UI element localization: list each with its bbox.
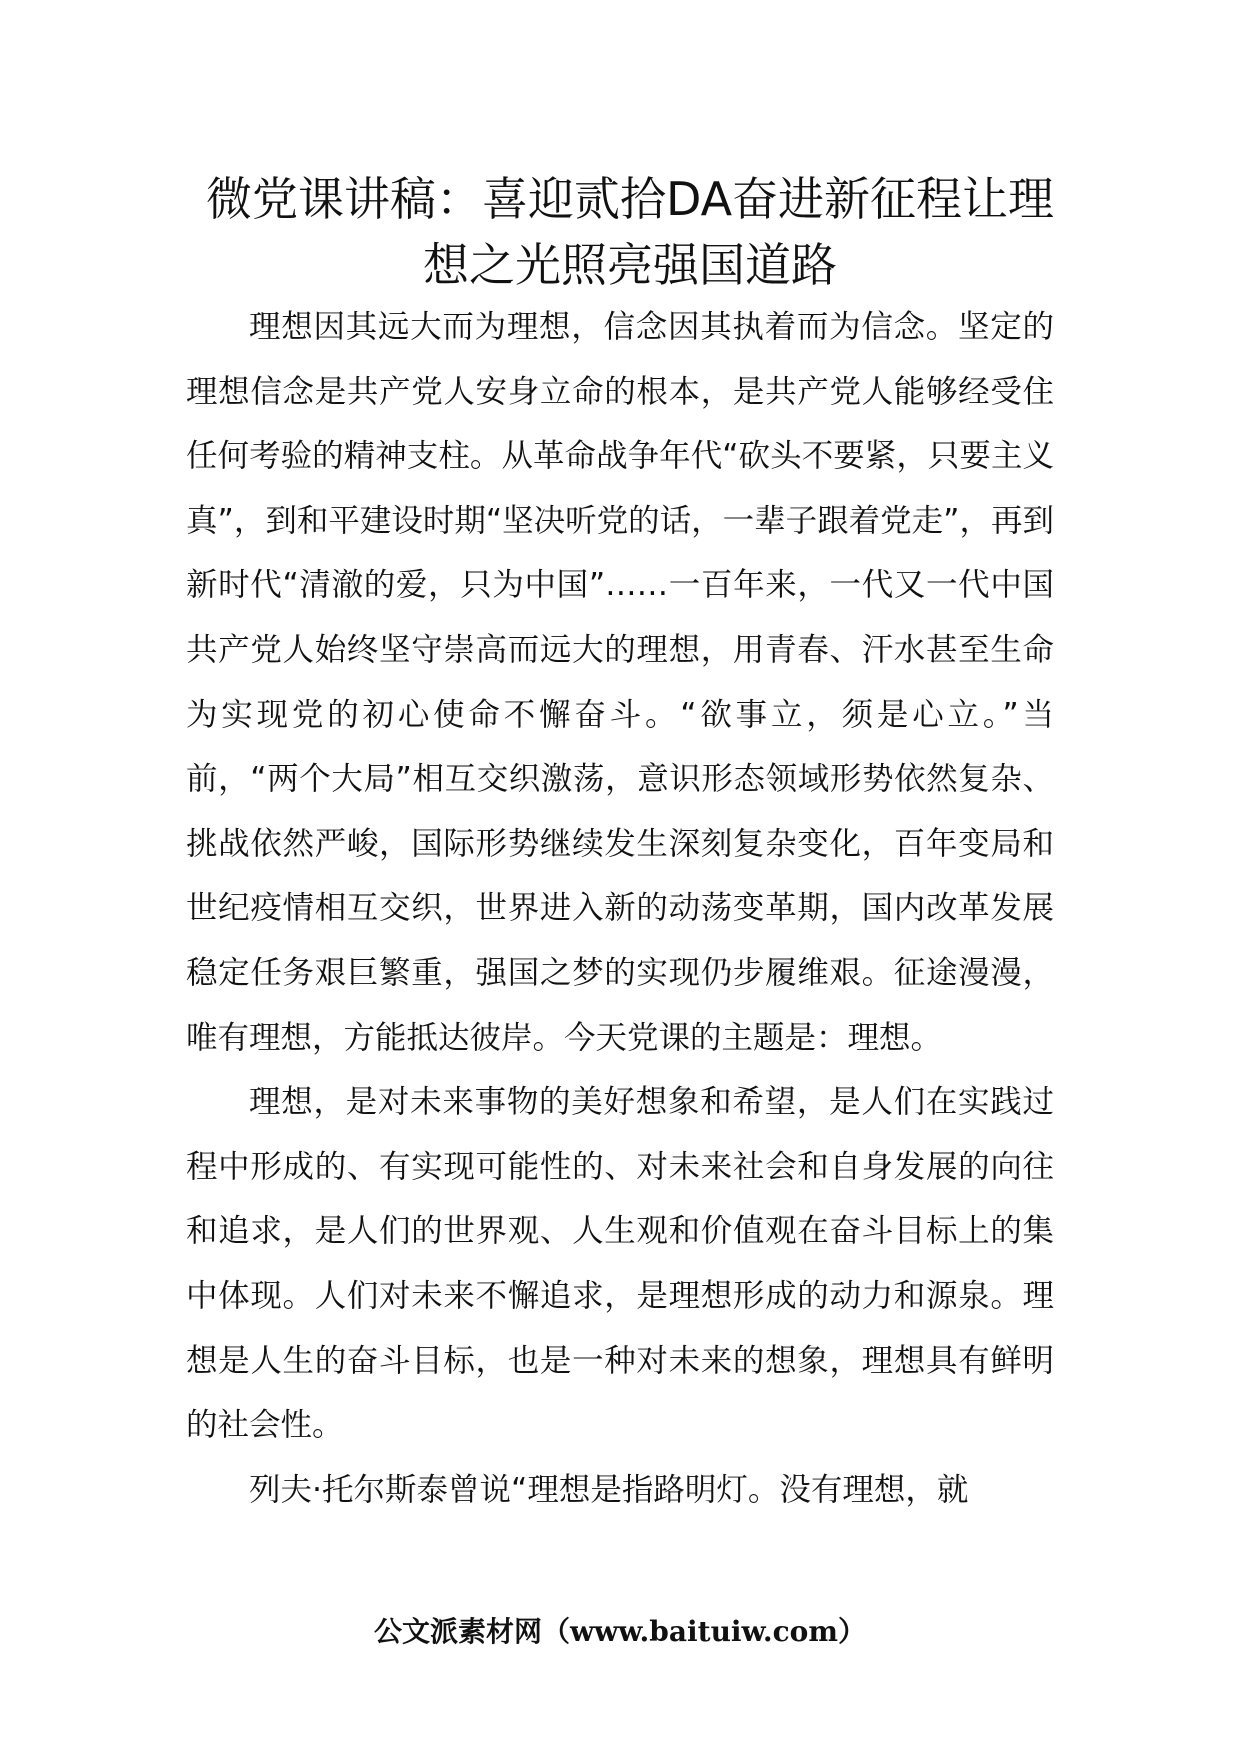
paragraph-3: 列夫·托尔斯泰曾说“理想是指路明灯。没有理想，就 (249, 1471, 969, 1508)
paragraph-2: 理想，是对未来事物的美好想象和希望，是人们在实践过程中形成的、有实现可能性的、对未来社会和自身发展的向往和追求，是人们的世界观、人生观和价值观在奋斗目标上的集中体现。人们对未来不懈追求，是理想形成的动力和源泉。理想是人生的奋斗目标，也是一种对未来的想象，理想具有鲜明的社会性。 (186, 1084, 1054, 1444)
title-line-2: 想之光照亮强国道路 (423, 238, 837, 292)
title-line-1: 微党课讲稿：喜迎贰拾DA奋进新征程让理 (205, 172, 1055, 226)
footer-source: 公文派素材网（www.baituiw.com） (374, 1615, 866, 1648)
paragraph-1: 理想因其远大而为理想，信念因其执着而为信念。坚定的理想信念是共产党人安身立命的根本，是共产党人能够经受住任何考验的精神支柱。从革命战争年代“砍头不要紧，只要主义真”，到和平建设时期“坚决听党的话，一辈子跟着党走”，再到新时代“清澈的爱，只为中国”……一百年来，一代又一代中国共产党人始终坚守崇高而远大的理想，用青春、汗水甚至生命为实现党的初心使命不懈奋斗。“欲事立，须是心立。”当前，“两个大局”相互交织激荡，意识形态领域形势依然复杂、挑战依然严峻，国际形势继续发生深刻复杂变化，百年变局和世纪疫情相互交织，世界进入新的动荡变革期，国内改革发展稳定任务艰巨繁重，强国之梦的实现仍步履维艰。征途漫漫，唯有理想，方能抵达彼岸。今天党课的主题是：理想。 (186, 309, 1054, 1056)
document-title (190, 166, 1070, 298)
document-body (186, 295, 1054, 1522)
